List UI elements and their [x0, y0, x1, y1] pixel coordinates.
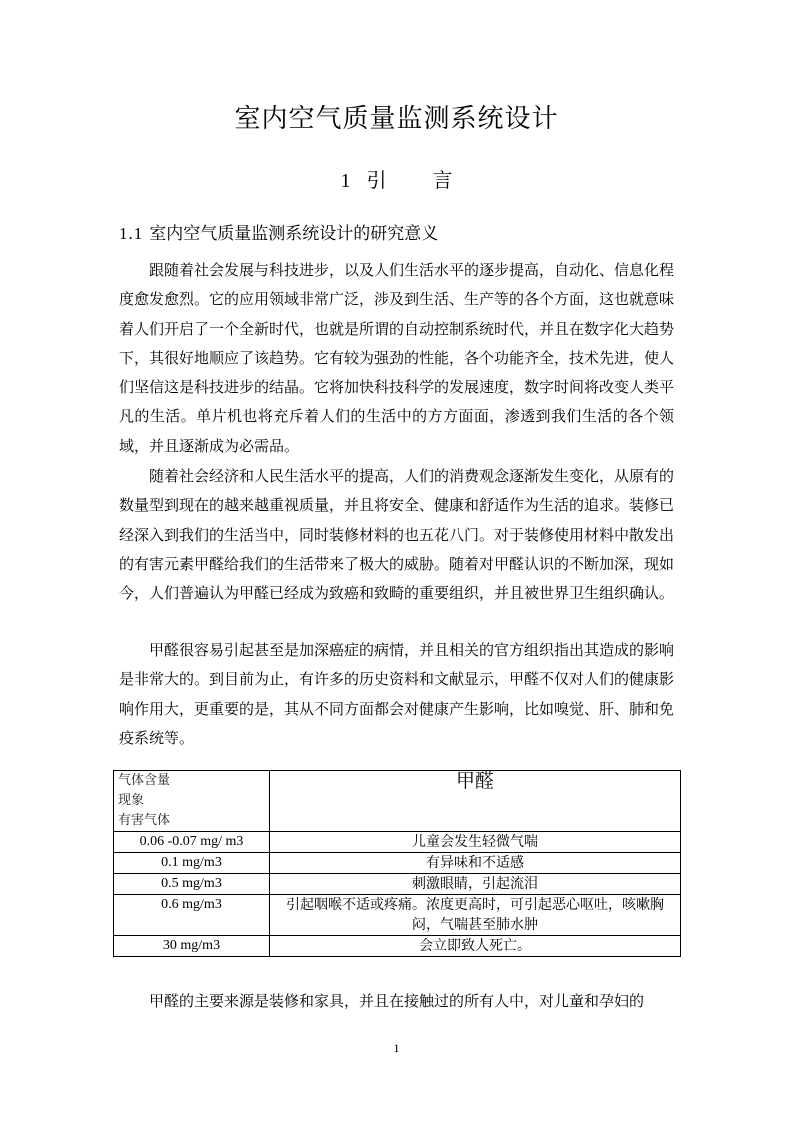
effect-cell: 有异味和不适感	[270, 853, 681, 874]
header-label-content: 气体含量	[118, 773, 171, 788]
header-label-harmful-gas: 有害气体	[118, 813, 171, 828]
table-row	[114, 936, 681, 957]
section-number: 1.1	[119, 224, 144, 243]
concentration-cell: 0.1 mg/m3	[114, 853, 270, 874]
table-header-row	[114, 771, 681, 832]
formaldehyde-effects-table	[113, 770, 681, 957]
body-paragraph: 跟随着社会发展与科技进步，以及人们生活水平的逐步提高，自动化、信息化程度愈发愈烈。它的应用领域非常广泛，涉及到生活、生产等的各个方面，这也就意味着人们开启了一个全新时代，也就是所谓的自动控制系统时代，并且在数字化大趋势下，其很好地顺应了该趋势。它有较为强劲的性能，各个功能齐全，技术先进，使人们坚信这是科技进步的结晶。它将加快科技科学的发展速度，数字时间将改变人类平凡的生活。单片机也将充斥着人们的生活中的方方面面，渗透到我们生活的各个领域，并且逐渐成为必需品。	[119, 261, 675, 455]
concentration-cell: 0.5 mg/m3	[114, 874, 270, 895]
chapter-title-char-2: 言	[432, 168, 453, 192]
diagonal-header-cell	[114, 771, 270, 832]
table-row	[114, 874, 681, 895]
effect-cell: 儿童会发生轻微气喘	[270, 832, 681, 853]
effect-cell: 刺激眼睛，引起流泪	[270, 874, 681, 895]
effect-cell: 会立即致人死亡。	[270, 936, 681, 957]
section-title: 室内空气质量监测系统设计的研究意义	[149, 224, 439, 244]
concentration-cell: 30 mg/m3	[114, 936, 270, 957]
body-paragraph: 随着社会经济和人民生活水平的提高，人们的消费观念逐渐发生变化，从原有的数量型到现在的越来越重视质量，并且将安全、健康和舒适作为生活的追求。装修已经深入到我们的生活当中，同时装修材料的也五花八门。对于装修使用材料中散发出的有害元素甲醛给我们的生活带来了极大的威胁。随着对甲醛认识的不断加深，现如今，人们普遍认为甲醛已经成为致癌和致畸的重要组织，并且被世界卫生组织确认。	[119, 467, 675, 603]
chapter-title-char-1: 引	[366, 168, 387, 192]
body-paragraph: 甲醛很容易引起甚至是加深癌症的病情，并且相关的官方组织指出其造成的影响是非常大的。到目前为止，有许多的历史资料和文献显示，甲醛不仅对人们的健康影响作用大，更重要的是，其从不同方面都会对健康产生影响，比如嗅觉、肝、肺和免疫系统等。	[119, 641, 675, 747]
body-paragraph: 甲醛的主要来源是装修和家具，并且在接触过的所有人中，对儿童和孕妇的	[149, 992, 645, 1010]
chapter-number: 1	[340, 170, 351, 192]
table-row	[114, 832, 681, 853]
chapter-heading	[0, 164, 793, 193]
document-title: 室内空气质量监测系统设计	[234, 104, 559, 134]
gas-name-header: 甲醛	[270, 771, 681, 832]
header-label-phenomenon: 现象	[118, 793, 145, 808]
effect-cell: 引起咽喉不适或疼痛。浓度更高时，可引起恶心呕吐，咳嗽胸闷，气喘甚至肺水肿	[270, 895, 681, 936]
page-number: 1	[393, 1041, 400, 1055]
table-row	[114, 895, 681, 936]
concentration-cell: 0.06 -0.07 mg/ m3	[114, 832, 270, 853]
table-row	[114, 853, 681, 874]
concentration-cell: 0.6 mg/m3	[114, 895, 270, 936]
section-heading	[119, 219, 438, 244]
